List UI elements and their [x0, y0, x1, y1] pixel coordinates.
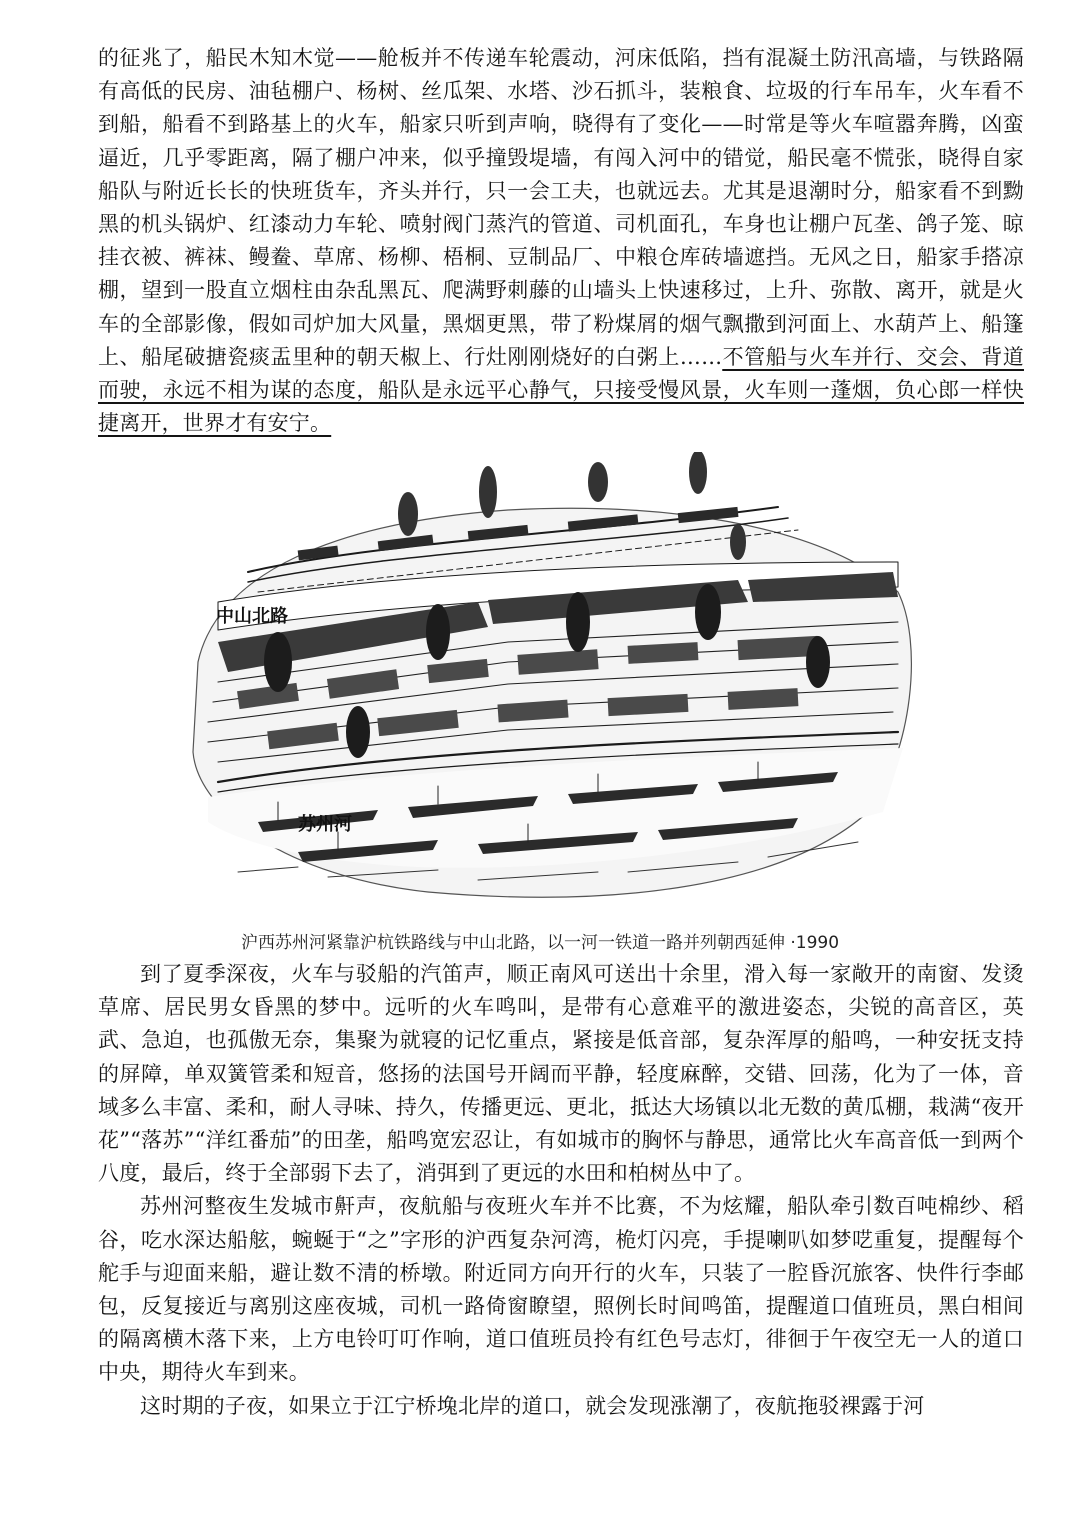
- paragraph-2: 苏州河整夜生发城市鼾声，夜航船与夜班火车并不比赛，不为炫耀，船队牵引数百吨棉纱、稻谷，吃水深达船舷，蜿蜒于“之”字形的沪西复杂河湾，桅灯闪亮，手提喇叭如梦呓重复，提醒每个舵手与迎面来船，避让数不清的桥墩。附近同方向开行的火车，只装了一腔昏沉旅客、快件行李邮包，反复接近与离别这座夜城，司机一路倚窗瞭望，照例长时间鸣笛，提醒道口值班员，黑白相间的隔离横木落下来，上方电铃叮叮作响，道口值班员拎有红色号志灯，徘徊于午夜空无一人的道口中央，期待火车到来。: [98, 1194, 1024, 1385]
- underlined-sentence: 不管船与火车并行、交会、背道而驶，永远不相为谋的态度，船队是永远平心静气，只接受慢风景，火车则一蓬烟，负心郎一样快捷离开，世界才有安宁。: [98, 344, 1024, 436]
- top-paragraph-text: 的征兆了，船民木知木觉——舱板并不传递车轮震动，河床低陷，挡有混凝土防汛高墙，与铁路隔有高低的民房、油毡棚户、杨树、丝瓜架、水塔、沙石抓斗，装粮食、垃圾的行车吊车，火车看不到船，船看不到路基上的火车，船家只听到声响，晓得有了变化——时常是等火车喧嚣奔腾，凶蛮逼近，几乎零距离，隔了棚户冲来，似乎撞毁堤墙，有闯入河中的错觉，船民毫不慌张，晓得自家船队与附近长长的快班货车，齐头并行，只一会工夫，也就远去。尤其是退潮时分，船家看不到黝黑的机头锅炉、红漆动力车轮、喷射阀门蒸汽的管道、司机面孔，车身也让棚户瓦垄、鸽子笼、晾挂衣被、裤袜、鳗鲞、草席、杨柳、梧桐、豆制品厂、中粮仓库砖墙遮挡。无风之日，船家手搭凉棚，望到一股直立烟柱由杂乱黑瓦、爬满野刺藤的山墙头上快速移过，上升、弥散、离开，就是火车的全部影像，假如司炉加大风量，黑烟更黑，带了粉煤屑的烟气飘撒到河面上、水葫芦上、船篷上、船尾破搪瓷痰盂里种的朝天椒上、行灶刚刚烧好的白粥上……: [98, 46, 1024, 369]
- label-zhongshan-north-road: 中山北路: [216, 606, 288, 627]
- body-paragraphs: [98, 958, 1024, 1423]
- label-suzhou-creek: 苏州河: [298, 814, 352, 835]
- paragraph-3: 这时期的子夜，如果立于江宁桥堍北岸的道口，就会发现涨潮了，夜航拖驳裸露于河: [140, 1393, 925, 1418]
- ink-sketch-illustration: [178, 452, 918, 912]
- figure-caption: 沪西苏州河紧靠沪杭铁路线与中山北路，以一河一铁道一路并列朝西延伸 ·1990: [240, 933, 840, 953]
- top-paragraph: [98, 42, 1024, 440]
- paragraph-1: 到了夏季深夜，火车与驳船的汽笛声，顺正南风可送出十余里，滑入每一家敞开的南窗、发烫草席、居民男女昏黑的梦中。远听的火车鸣叫，是带有心意难平的激进姿态，尖锐的高音区，英武、急迫，也孤傲无奈，集聚为就寝的记忆重点，紧接是低音部，复杂浑厚的船鸣，一种安抚支持的屏障，单双簧管柔和短音，悠扬的法国号开阔而平静，轻度麻醉，交错、回荡，化为了一体，音域多么丰富、柔和，耐人寻味、持久，传播更远、更北，抵达大场镇以北无数的黄瓜棚，栽满“夜开花”“落苏”“洋红番茄”的田垄，船鸣宽宏忍让，有如城市的胸怀与静思，通常比火车高音低一到两个八度，最后，终于全部弱下去了，消弭到了更远的水田和柏树丛中了。: [98, 962, 1024, 1186]
